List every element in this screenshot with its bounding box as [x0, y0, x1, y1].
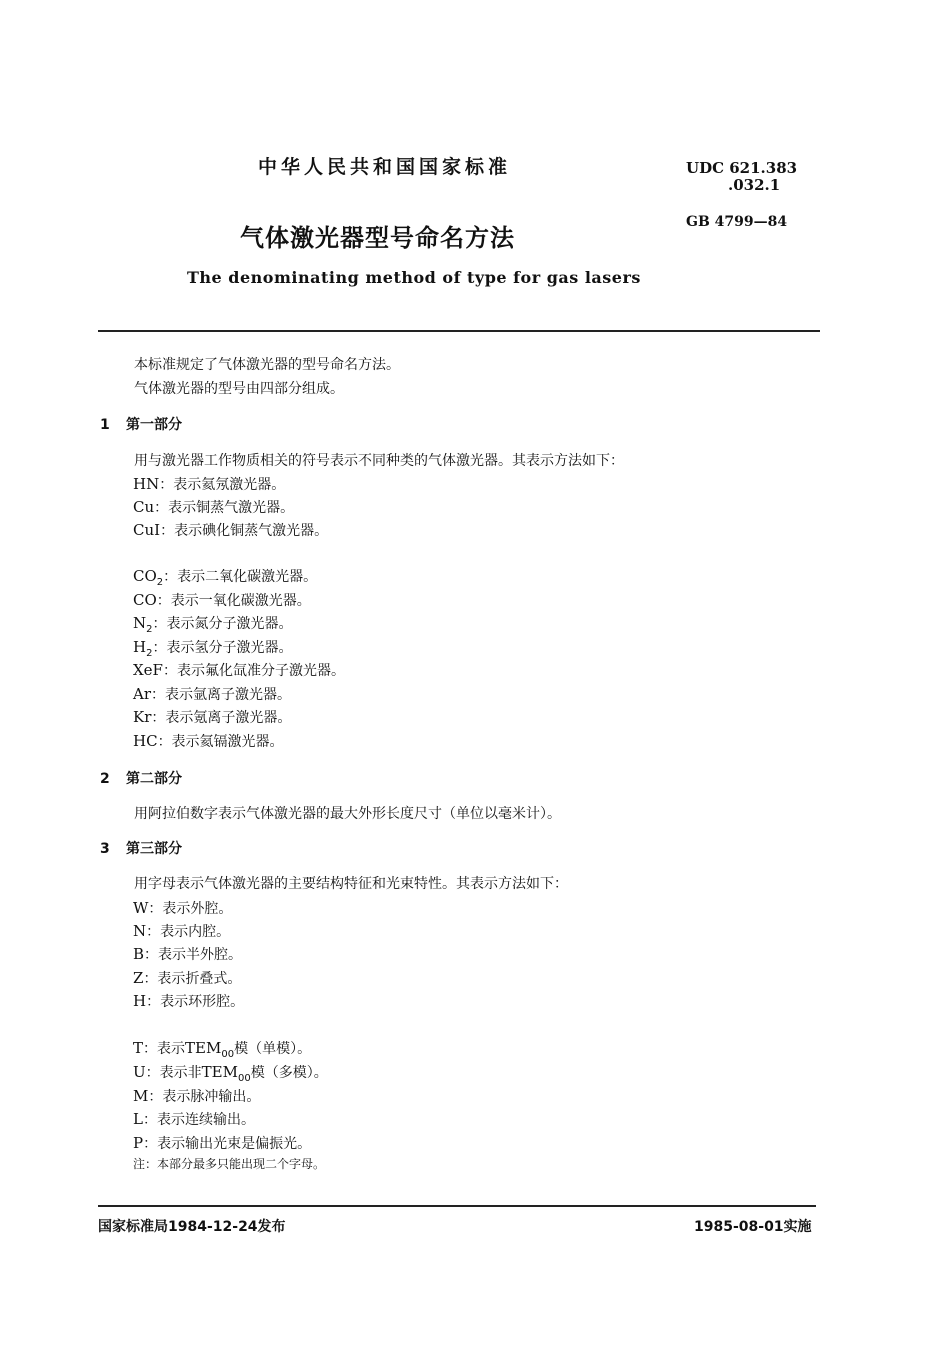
feature-item — [133, 1086, 260, 1106]
feature-description: 脉冲输出。 — [190, 1089, 261, 1105]
symbol-description: ：表示氢分子激光器。 — [152, 640, 293, 656]
feature-prefix: ：表示 — [142, 1112, 185, 1128]
feature-description: 模（多模）。 — [250, 1065, 328, 1081]
section-1-lead: 用与激光器工作物质相关的符号表示不同种类的气体激光器。其表示方法如下： — [134, 453, 624, 469]
feature-item — [133, 991, 244, 1011]
symbol-item — [133, 660, 345, 680]
feature-item — [133, 1062, 328, 1084]
document-title-en: The denominating method of type for gas lasers — [187, 268, 641, 287]
udc-line-1: UDC 621.383 — [686, 159, 798, 177]
symbol-subscript: 2 — [156, 576, 164, 588]
feature-code: P — [133, 1134, 144, 1152]
intro-line-1: 本标准规定了气体激光器的型号命名方法。 — [134, 357, 400, 373]
udc-code — [686, 160, 797, 194]
header-divider — [98, 330, 820, 332]
symbol-code: XeF — [133, 661, 163, 679]
symbol-item — [133, 497, 294, 517]
section-number: 2 — [100, 771, 110, 787]
symbol-item — [133, 684, 291, 704]
intro-line-2: 气体激光器的型号由四部分组成。 — [134, 381, 344, 397]
feature-prefix: ：表示 — [146, 924, 189, 940]
feature-code: Z — [133, 969, 144, 987]
feature-prefix: ：表示 — [146, 994, 189, 1010]
feature-prefix: ：表示 — [144, 947, 187, 963]
feature-item — [133, 944, 242, 964]
feature-code: W — [133, 899, 149, 917]
symbol-description: ：表示氦镉激光器。 — [157, 734, 284, 750]
section-3-heading — [100, 838, 182, 858]
symbol-description: ：表示氟化氙准分子激光器。 — [162, 663, 345, 679]
symbol-subscript: 2 — [146, 623, 153, 635]
feature-code: L — [133, 1110, 143, 1128]
section-2-lead: 用阿拉伯数字表示气体激光器的最大外形长度尺寸（单位以毫米计）。 — [134, 806, 561, 822]
section-title: 第二部分 — [126, 771, 182, 787]
feature-code: H — [133, 992, 147, 1010]
effective-date: 1985-08-01实施 — [694, 1219, 812, 1235]
symbol-code: HN — [133, 475, 160, 493]
feature-prefix: ：表示非 — [145, 1065, 202, 1081]
feature-prefix: ：表示 — [143, 1041, 186, 1057]
symbol-description: ：表示氩离子激光器。 — [151, 687, 292, 703]
feature-description: 外腔。 — [190, 901, 233, 917]
mode-subscript: 00 — [237, 1072, 251, 1084]
symbol-code: CuI — [133, 521, 161, 539]
section-number: 1 — [100, 417, 110, 433]
symbol-code: Cu — [133, 498, 155, 516]
symbol-description: ：表示氮分子激光器。 — [152, 616, 293, 632]
symbol-item — [133, 590, 311, 610]
feature-description: 折叠式。 — [185, 971, 242, 987]
symbol-description: ：表示碘化铜蒸气激光器。 — [160, 523, 329, 539]
symbol-subscript: 2 — [146, 647, 153, 659]
feature-prefix: ：表示 — [143, 1136, 186, 1152]
symbol-code: H — [133, 638, 147, 656]
section-3-lead: 用字母表示气体激光器的主要结构特征和光束特性。其表示方法如下： — [134, 876, 568, 892]
feature-item — [133, 1133, 311, 1153]
symbol-code: Kr — [133, 708, 152, 726]
gb-number: GB 4799—84 — [686, 214, 788, 230]
feature-code: N — [133, 922, 147, 940]
symbol-code: CO — [133, 591, 157, 609]
section-number: 3 — [100, 841, 110, 857]
symbol-code: N — [133, 614, 147, 632]
feature-prefix: ：表示 — [148, 1089, 191, 1105]
feature-description: 输出光束是偏振光。 — [185, 1136, 312, 1152]
symbol-description: ：表示铜蒸气激光器。 — [154, 500, 295, 516]
symbol-description: ：表示二氧化碳激光器。 — [163, 569, 318, 585]
symbol-description: ：表示一氧化碳激光器。 — [156, 593, 311, 609]
feature-description: 内腔。 — [188, 924, 231, 940]
feature-prefix: ：表示 — [148, 901, 191, 917]
feature-item — [133, 921, 230, 941]
mode-label: TEM — [201, 1063, 238, 1081]
feature-description: 模（单模）。 — [234, 1041, 312, 1057]
symbol-item — [133, 520, 328, 540]
symbol-code: Ar — [133, 685, 152, 703]
symbol-code: CO — [133, 567, 157, 585]
feature-code: T — [133, 1039, 144, 1057]
document-title-zh: 气体激光器型号命名方法 — [240, 224, 515, 252]
section-1-heading — [100, 414, 182, 434]
symbol-item — [133, 474, 285, 494]
symbol-item — [133, 731, 284, 751]
feature-code: B — [133, 945, 145, 963]
mode-label: TEM — [185, 1039, 222, 1057]
feature-item — [133, 1109, 255, 1129]
feature-code: U — [133, 1063, 146, 1081]
feature-code: M — [133, 1087, 149, 1105]
section-title: 第三部分 — [126, 841, 182, 857]
udc-line-2: .032.1 — [728, 176, 781, 194]
feature-description: 连续输出。 — [184, 1112, 255, 1128]
symbol-description: ：表示氦氖激光器。 — [159, 477, 286, 493]
symbol-description: ：表示氪离子激光器。 — [151, 710, 292, 726]
section-title: 第一部分 — [126, 417, 182, 433]
issue-date: 国家标准局1984-12-24发布 — [98, 1219, 286, 1235]
symbol-item — [133, 707, 291, 727]
footer-divider — [98, 1205, 816, 1207]
mode-subscript: 00 — [221, 1048, 235, 1060]
symbol-item — [133, 637, 292, 659]
feature-item — [133, 898, 232, 918]
feature-item — [133, 968, 241, 988]
section-3-note: 注：本部分最多只能出现二个字母。 — [133, 1157, 326, 1171]
feature-prefix: ：表示 — [143, 971, 186, 987]
feature-description: 半外腔。 — [186, 947, 243, 963]
symbol-code: HC — [133, 732, 158, 750]
feature-description: 环形腔。 — [188, 994, 245, 1010]
feature-item — [133, 1038, 311, 1060]
standard-org-heading: 中华人民共和国国家标准 — [258, 156, 512, 178]
symbol-item — [133, 566, 317, 588]
section-2-heading — [100, 768, 182, 788]
symbol-item — [133, 613, 293, 635]
